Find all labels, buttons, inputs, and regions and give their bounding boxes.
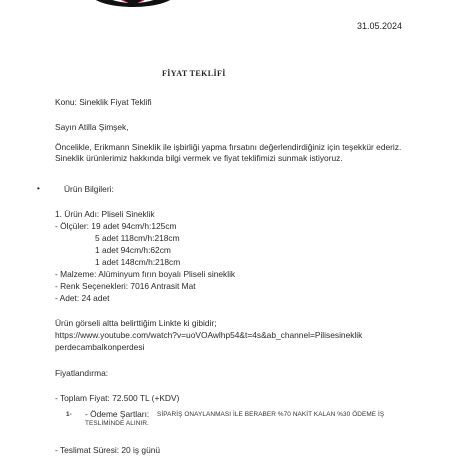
material-line: - Malzeme: Alüminyum fırın boyalı Pliseli sineklik: [55, 269, 236, 279]
product-info-heading: Ürün Bilgileri:: [64, 184, 114, 194]
company-logo: [88, 0, 178, 16]
product-name: 1. Ürün Adı: Pliseli Sineklik: [55, 209, 155, 219]
video-link-continued[interactable]: perdecambalkonperdesi: [55, 342, 145, 352]
payment-terms: SİPARİŞ ONAYLANMASI İLE BERABER %70 NAKİT KALAN %30 ÖDEME İŞ: [157, 411, 385, 418]
bullet-marker: •: [37, 184, 40, 193]
greeting: Sayın Atilla Şimşek,: [55, 122, 129, 132]
intro-line-1: Öncelikle, Erikmann Sineklik ile işbirliği yapma fırsatını değerlendirdiğiniz için teşekkür ederiz.: [55, 142, 402, 152]
document-title: FİYAT TEKLİFİ: [162, 69, 226, 78]
video-link[interactable]: https://www.youtube.com/watch?v=uoVOAwlhp54&t=4s&ab_channel=Pilisesineklik: [55, 330, 363, 340]
sizes-line: - Ölçüler: 19 adet 94cm/h:125cm: [55, 221, 177, 231]
intro-line-2: Sineklik ürünlerimiz hakkında bilgi vermek ve fiyat teklifimizi sunmak istiyoruz.: [55, 153, 343, 163]
link-description: Ürün görseli altta belirttiğim Linkte ki gibidir;: [55, 318, 217, 328]
payment-terms-continued: TESLİMİNDE ALINIR.: [85, 420, 149, 427]
quantity-line: - Adet: 24 adet: [55, 293, 110, 303]
pricing-heading: Fiyatlandırma:: [55, 368, 109, 378]
payment-number: 1-: [66, 411, 72, 418]
total-price: - Toplam Fiyat: 72.500 TL (+KDV): [55, 393, 180, 403]
color-line: - Renk Seçenekleri: 7016 Antrasit Mat: [55, 281, 196, 291]
size-item: 1 adet 148cm/h:218cm: [95, 257, 181, 267]
document-date: 31.05.2024: [356, 21, 402, 31]
delivery-time: - Teslimat Süresi: 20 iş günü: [55, 445, 161, 455]
payment-label: - Ödeme Şartları:: [85, 409, 150, 419]
subject-line: Konu: Sineklik Fiyat Teklifi: [55, 97, 152, 107]
size-item: 1 adet 94cm/h:62cm: [95, 245, 171, 255]
size-item: 5 adet 118cm/h:218cm: [95, 233, 180, 243]
